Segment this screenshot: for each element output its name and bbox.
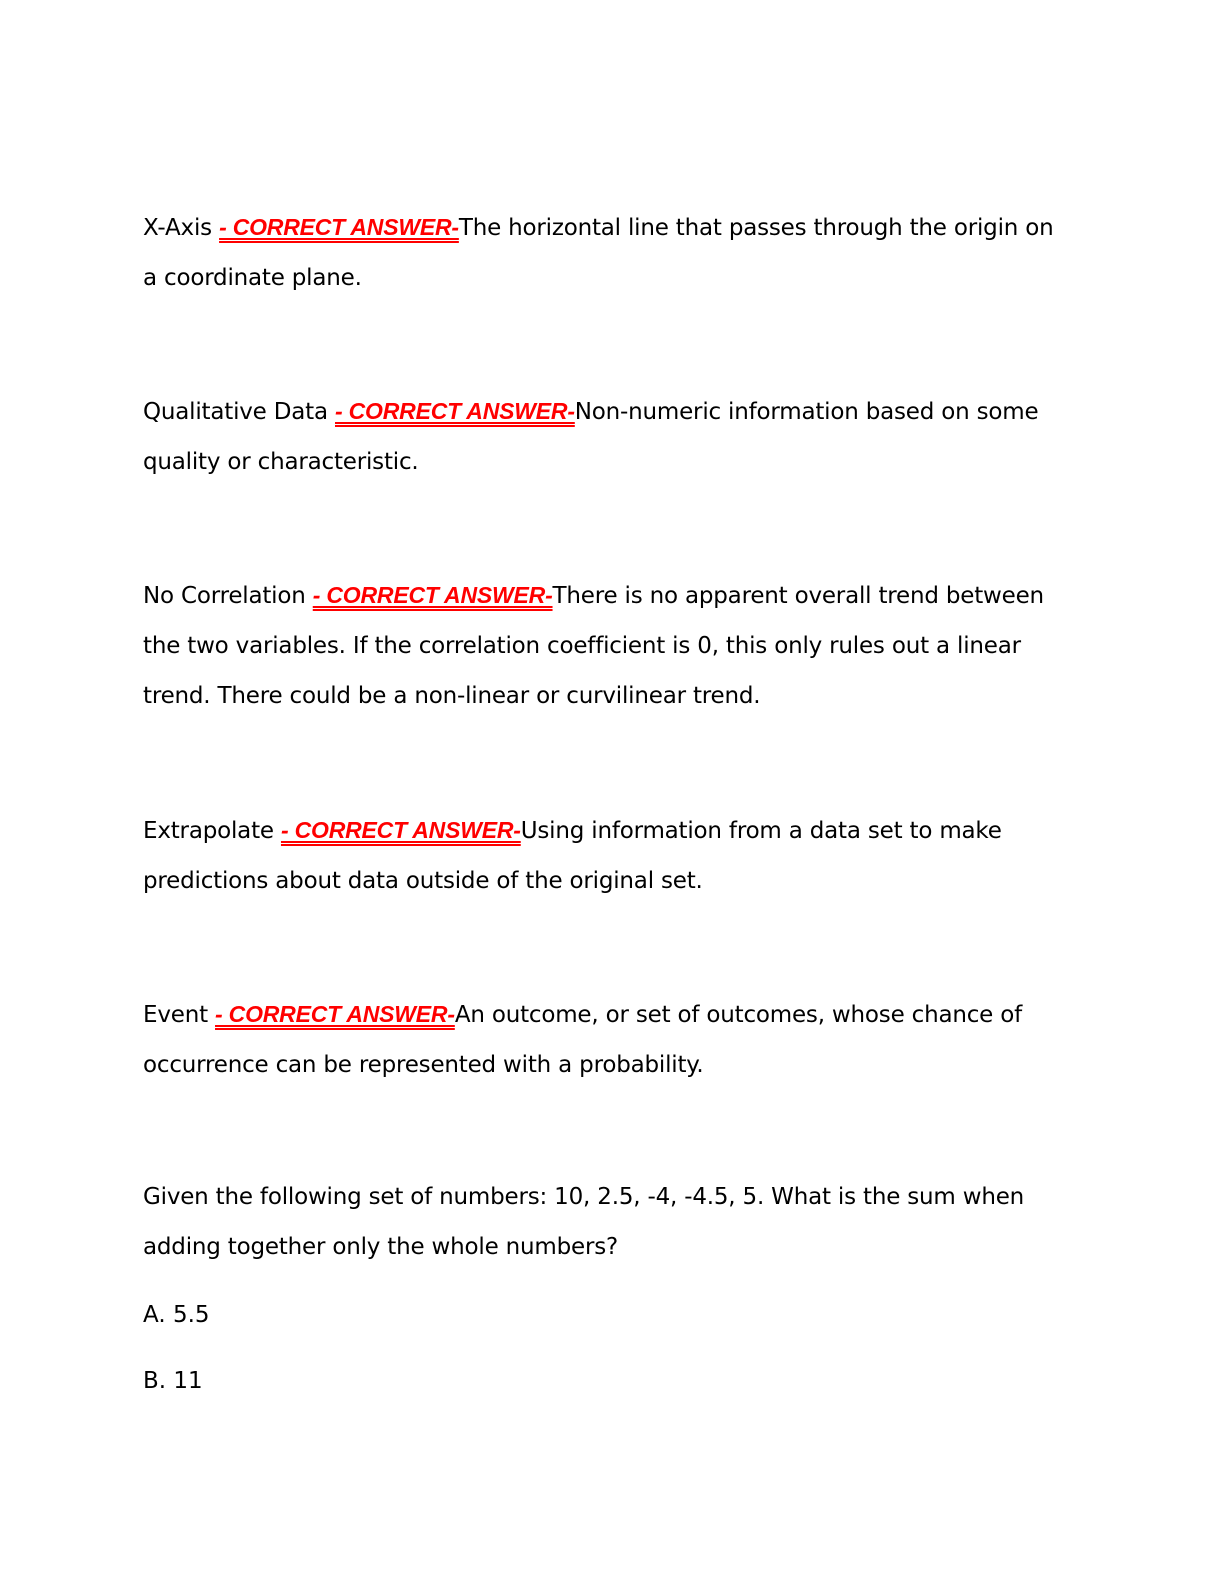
answer-option-b: B. 11 — [143, 1368, 203, 1394]
question-text: Given the following set of numbers: 10, 2.5, -4, -4.5, 5. What is the sum when adding together only the whole numbers? — [143, 1184, 1025, 1260]
correct-answer-tag: - CORRECT ANSWER- — [335, 398, 575, 424]
answer-option-a: A. 5.5 — [143, 1302, 210, 1328]
glossary-entry-extrapolate — [143, 805, 1073, 906]
term: Qualitative Data — [143, 399, 328, 425]
correct-answer-tag: - CORRECT ANSWER- — [219, 214, 459, 240]
correct-answer-tag: - CORRECT ANSWER- — [215, 1001, 455, 1027]
term: X-Axis — [143, 215, 212, 241]
glossary-entry-qualitative-data — [143, 386, 1073, 487]
correct-answer-tag: - CORRECT ANSWER- — [280, 817, 521, 843]
term: Event — [143, 1002, 208, 1028]
correct-answer-tag: - CORRECT ANSWER- — [312, 582, 553, 608]
term: Extrapolate — [143, 818, 274, 844]
glossary-entry-no-correlation — [143, 570, 1073, 721]
glossary-entry-x-axis — [143, 202, 1073, 303]
term: No Correlation — [143, 583, 306, 609]
definition: Using information from a data set to make predictions about data outside of the original set. — [143, 818, 1002, 894]
definition: Non-numeric information based on some quality or characteristic. — [143, 399, 1039, 475]
glossary-entry-event — [143, 989, 1073, 1090]
definition: There is no apparent overall trend between the two variables. If the correlation coefficient is 0, this only rules out a linear trend. There could be a non-linear or curvilinear trend. — [143, 583, 1044, 709]
definition: An outcome, or set of outcomes, whose chance of occurrence can be represented with a probability. — [143, 1002, 1022, 1078]
definition: The horizontal line that passes through the origin on a coordinate plane. — [143, 215, 1054, 291]
